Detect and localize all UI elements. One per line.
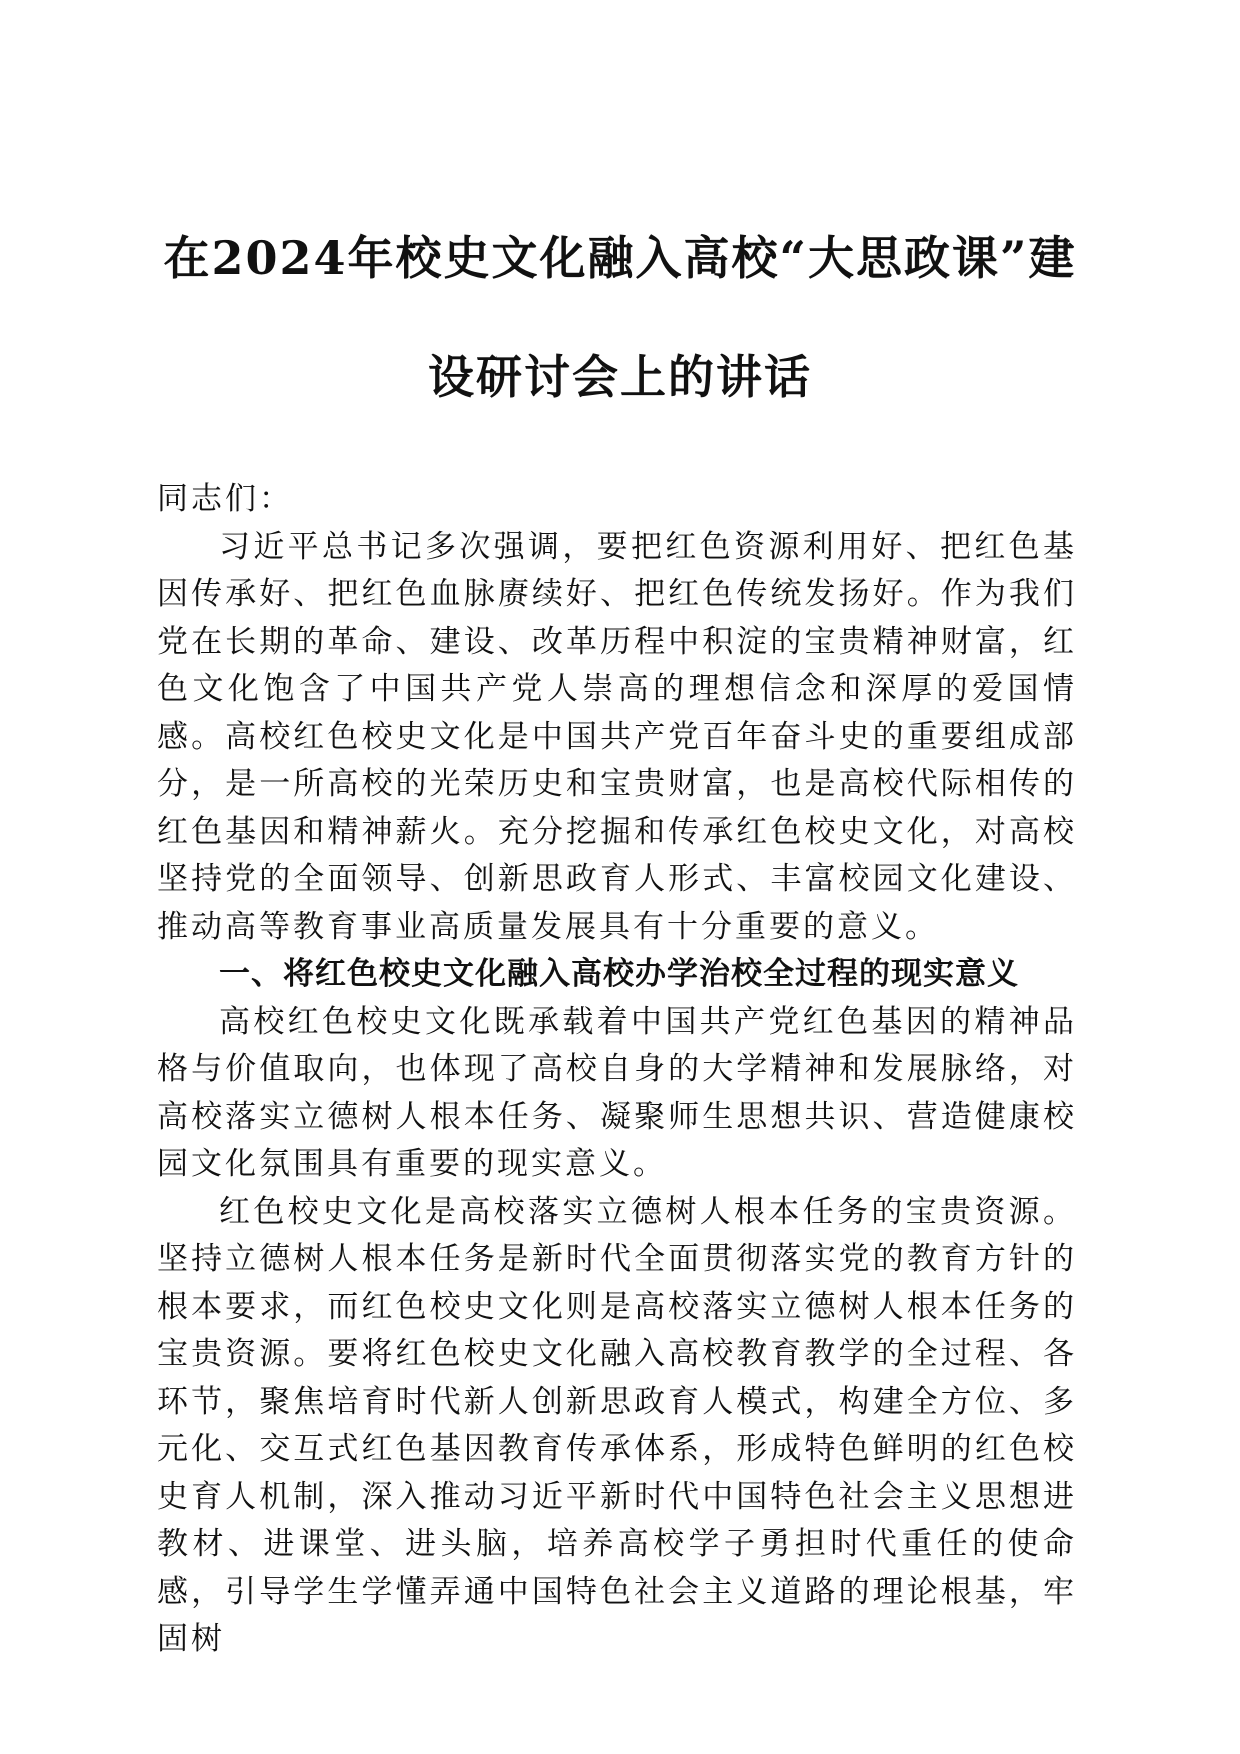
paragraph-intro: 习近平总书记多次强调，要把红色资源利用好、把红色基因传承好、把红色血脉赓续好、把红色传统发扬好。作为我们党在长期的革命、建设、改革历程中积淀的宝贵精神财富，红色文化饱含了中国共产党人崇高的理想信念和深厚的爱国情感。高校红色校史文化是中国共产党百年奋斗史的重要组成部分，是一所高校的光荣历史和宝贵财富，也是高校代际相传的红色基因和精神薪火。充分挖掘和传承红色校史文化，对高校坚持党的全面领导、创新思政育人形式、丰富校园文化建设、推动高等教育事业高质量发展具有十分重要的意义。 [157,528,1077,945]
paragraph-section-1-point-1: 红色校史文化是高校落实立德树人根本任务的宝贵资源。坚持立德树人根本任务是新时代全面贯彻落实党的教育方针的根本要求，而红色校史文化则是高校落实立德树人根本任务的宝贵资源。要将红色校史文化融入高校教育教学的全过程、各环节，聚焦培育时代新人创新思政育人模式，构建全方位、多元化、交互式红色基因教育传承体系，形成特色鲜明的红色校史育人机制，深入推动习近平新时代中国特色社会主义思想进教材、进课堂、进头脑，培养高校学子勇担时代重任的使命感，引导学生学懂弄通中国特色社会主义道路的理论根基，牢固树 [157,1193,1077,1657]
paragraph-section-1-overview: 高校红色校史文化既承载着中国共产党红色基因的精神品格与价值取向，也体现了高校自身的大学精神和发展脉络，对高校落实立德树人根本任务、凝聚师生思想共识、营造健康校园文化氛围具有重要的现实意义。 [157,1003,1077,1182]
document-title-line-2: 设研讨会上的讲话 [428,350,812,404]
salutation: 同志们： [157,481,293,517]
document-body [157,476,1077,1664]
section-heading-1: 一、将红色校史文化融入高校办学治校全过程的现实意义 [219,956,1019,992]
document-title-line-1: 在2024年校史文化融入高校“大思政课”建 [163,231,1077,285]
